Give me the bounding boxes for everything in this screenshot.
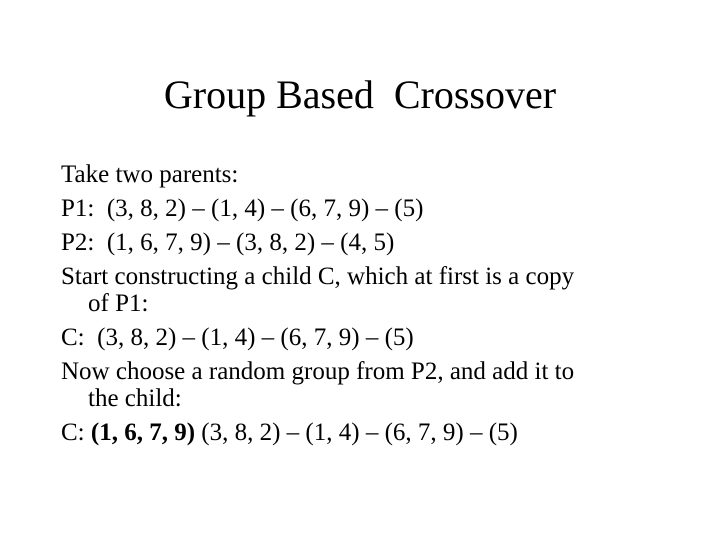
body-line-child-copy: C: (3, 8, 2) – (1, 4) – (6, 7, 9) – (5) [61, 324, 414, 351]
body-line-start-child: Start constructing a child C, which at first is a copy [61, 263, 575, 290]
child-result-rest: (3, 8, 2) – (1, 4) – (6, 7, 9) – (5) [195, 419, 518, 446]
body-line-start-child-cont: of P1: [88, 290, 149, 317]
body-line-choose-group: Now choose a random group from P2, and add it to [61, 358, 575, 385]
body-line-p1: P1: (3, 8, 2) – (1, 4) – (6, 7, 9) – (5) [61, 195, 424, 222]
body-line-intro: Take two parents: [61, 161, 239, 188]
slide-body [61, 158, 661, 450]
body-line-child-result [61, 416, 661, 450]
slide-title: Group Based Crossover [163, 72, 557, 117]
body-line-choose-group-cont: the child: [88, 385, 182, 412]
body-line-p2: P2: (1, 6, 7, 9) – (3, 8, 2) – (4, 5) [61, 229, 395, 256]
child-result-inserted-group: (1, 6, 7, 9) [90, 419, 196, 446]
child-result-prefix: C: [61, 419, 91, 446]
